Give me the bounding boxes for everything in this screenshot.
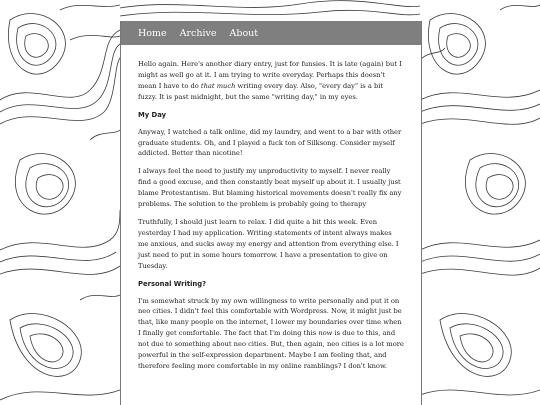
post-paragraph-writing-emphasis: now: [318, 329, 333, 338]
nav-home-link[interactable]: Home: [138, 27, 167, 39]
post-paragraph-writing-1: [138, 296, 404, 372]
section-heading-my-day: My Day: [138, 110, 167, 119]
post-paragraph-intro-emphasis: that much: [200, 81, 236, 90]
nav-archive-link[interactable]: Archive: [179, 27, 217, 39]
navbar: [121, 21, 421, 45]
post-paragraph-day-3: Truthfully, I should just learn to relax. I did quite a bit this week. Even yesterday I had my application. Writing statements of intent always makes me anxious, and sucks away my energy and attention from everything else. I just need to put in some hours tomorrow. I have a presentation to give on Tuesday.: [138, 217, 399, 270]
post-paragraph-intro-text-a: Hello again. Here's another diary entry, just for funsies. It is late (again) but I might as well go at it. I am trying to write everyday. Perhaps this doesn't mean I have to do: [138, 60, 402, 90]
post-paragraph-day-2: I always feel the need to justify my unproductivity to myself. I never really find a good excuse, and then constantly beat myself up about it. I usually just blame Protestantism. But blaming historical movements doesn't really fix any problems. The solution to the problem is probably going to therapy: [138, 167, 402, 209]
post-paragraph-day-1: Anyway, I watched a talk online, did my laundry, and went to a bar with other graduate students. Oh, and I played a fuck ton of Silksong. Consider myself addicted. Better than nicotine!: [138, 127, 402, 158]
post-content: [121, 45, 421, 372]
section-heading-personal-writing: Personal Writing?: [138, 279, 207, 288]
post-paragraph-writing-text-b: is due to this, and not due to something about neo cities. But, then again, neo cities is a lot more powerful in the self-expression department. Maybe I am feeling that, and therefore feeling more comfortable in my online ramblings? I don't know.: [138, 329, 404, 370]
post-paragraph-intro-text-b: writing every day. Also, "every day" is a bit fuzzy. It is past midnight, but the same "writing day," in my eyes.: [138, 81, 384, 101]
page-container: [120, 21, 422, 405]
nav-about-link[interactable]: About: [229, 27, 259, 39]
post-paragraph-writing-text-a: I'm somewhat struck by my own willingness to write personally and put it on neo cities. I didn't feel this comfortable with Wordpress. Now, it might just be that, like many people on the internet, I lower my boundaries over time when I finally get comfortable. The fact that I'm doing this: [138, 296, 402, 338]
post-paragraph-intro: [138, 59, 404, 103]
